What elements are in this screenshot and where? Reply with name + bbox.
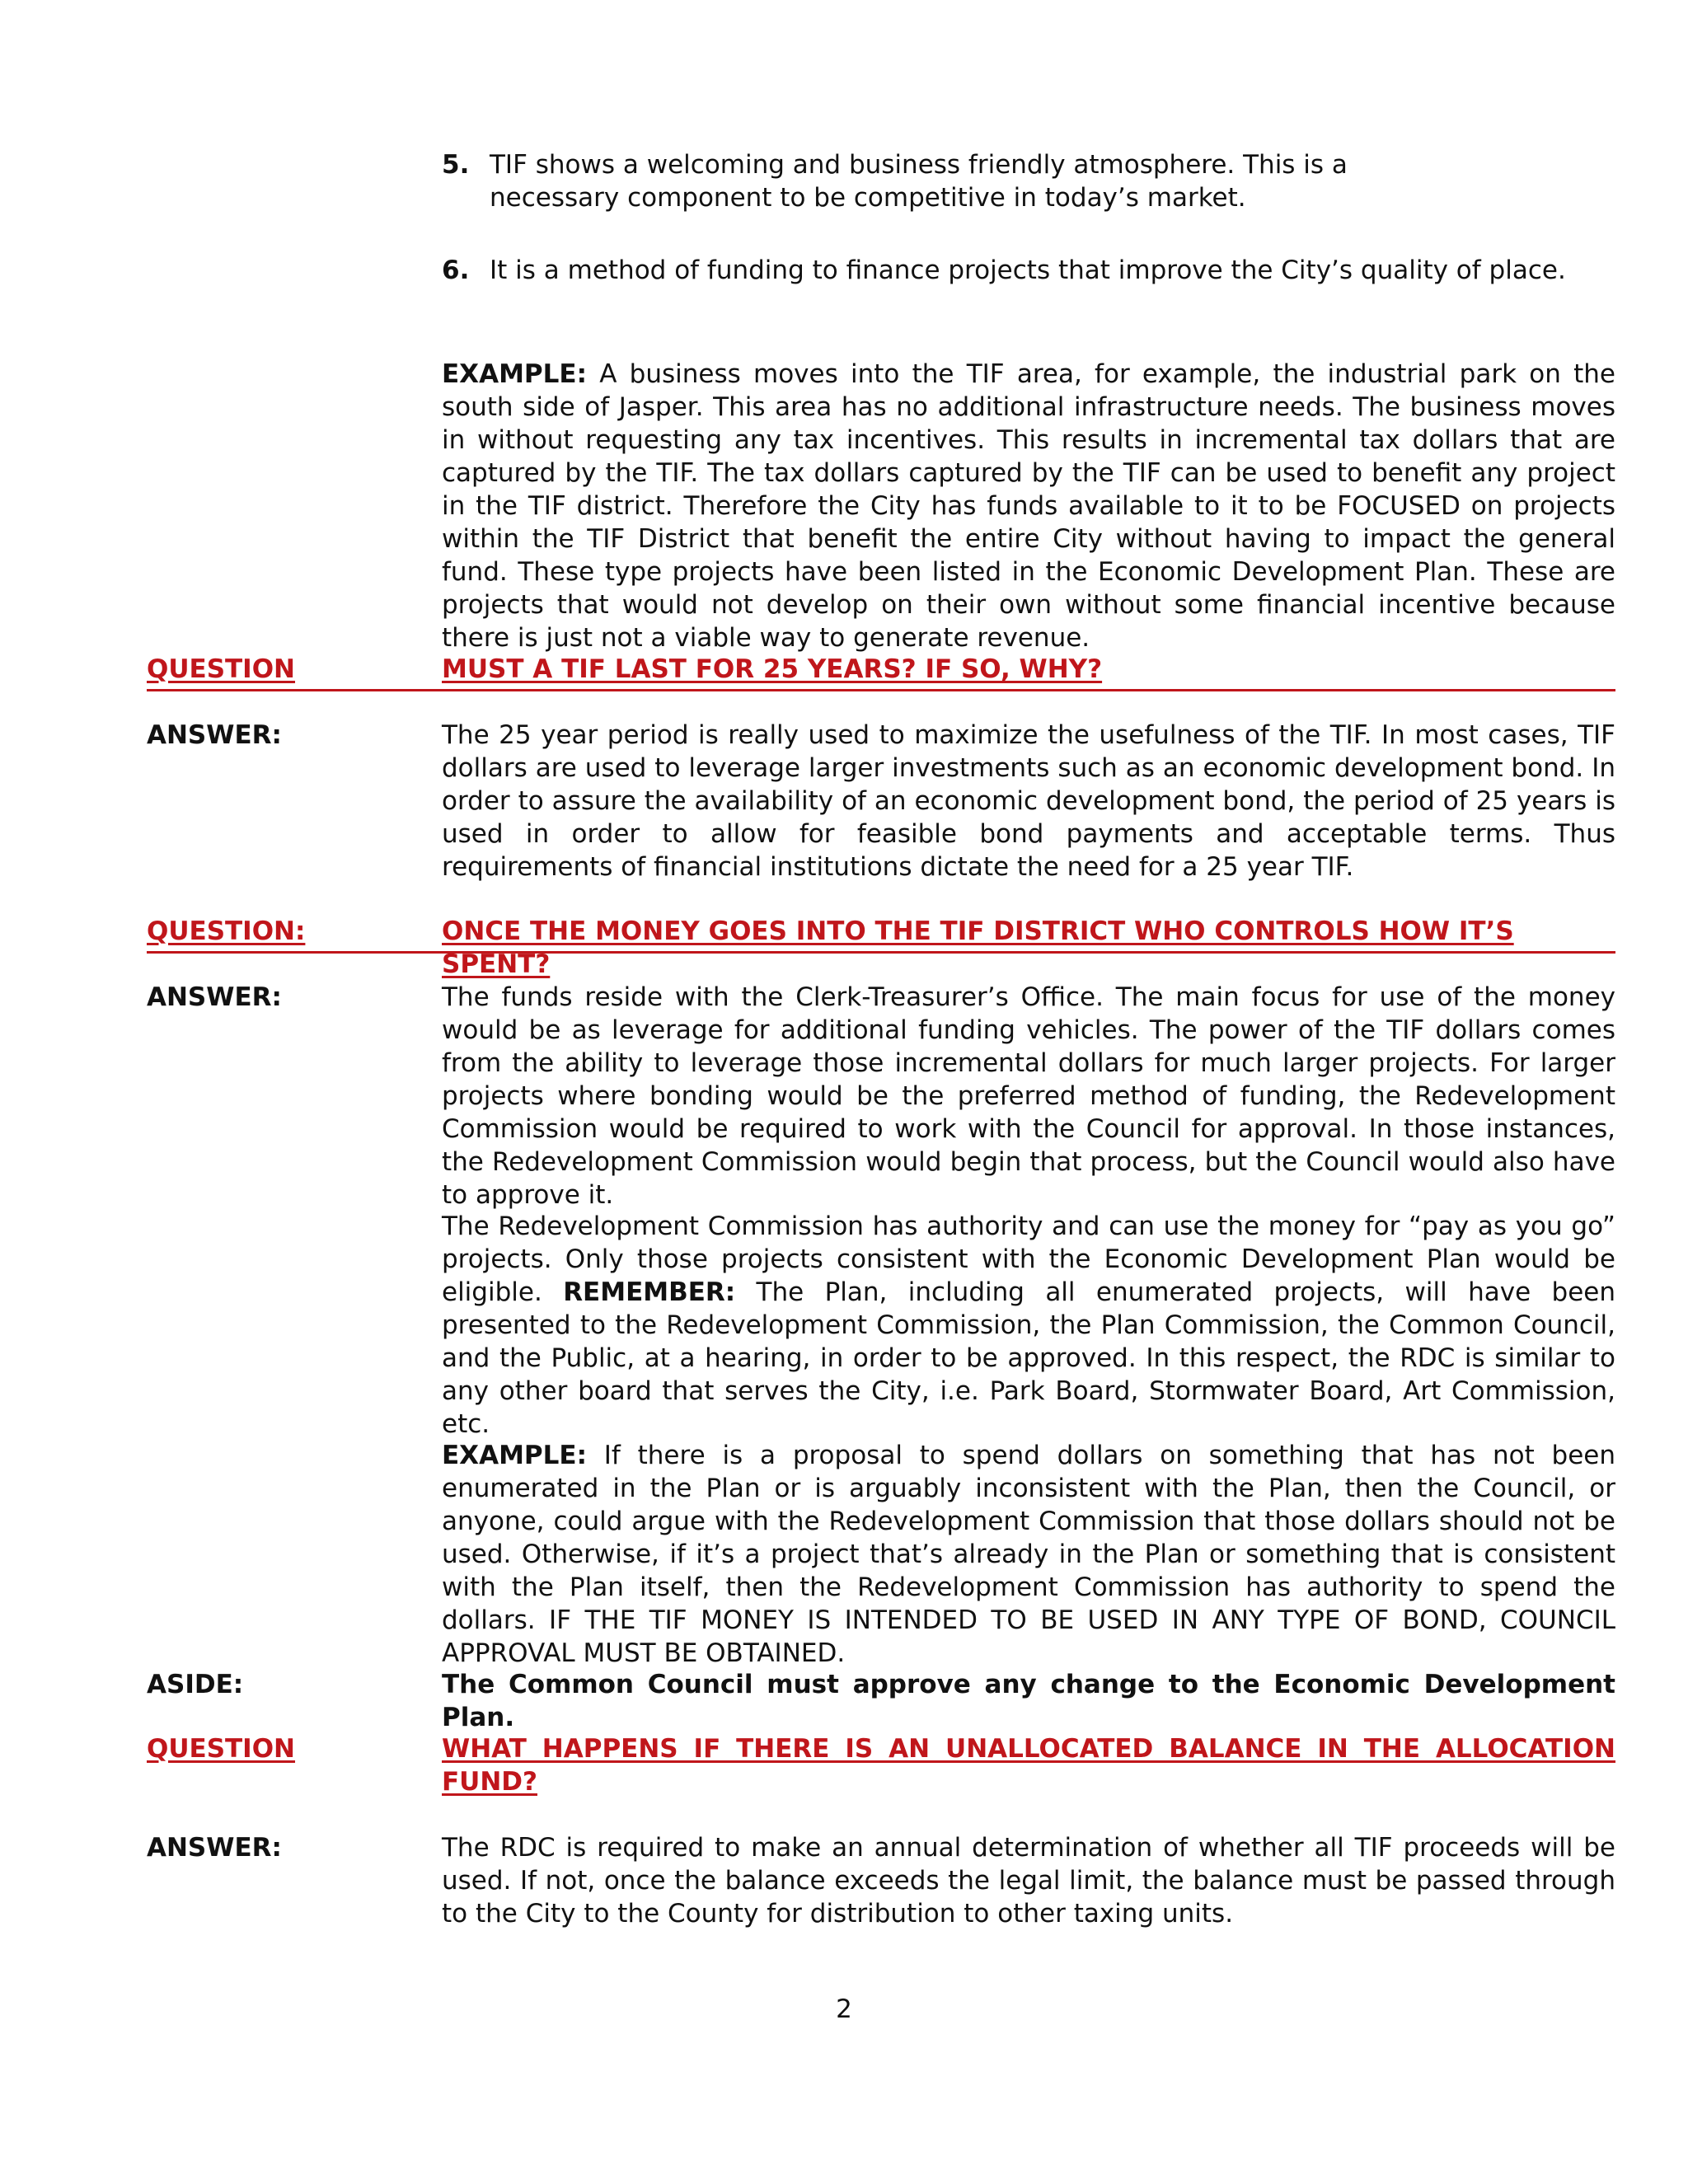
answer-label: ANSWER: xyxy=(147,1833,282,1863)
example-text: A business moves into the TIF area, for example, the industrial park on the south side of Jasper. This area has no additional infrastructure needs. The business moves in without requesting any tax incentives. This results in incremental tax dollars that are captured by the TIF. The tax dollars captured by the TIF can be used to benefit any project in the TIF district. Therefore the City has funds available to it to be FOCUSED on projects within the TIF District that benefit the entire City without having to impact the general fund. These type projects have been listed in the Economic Development Plan. These are projects that would not develop on their own without some financial incentive because there is just not a viable way to generate revenue. xyxy=(442,359,1615,653)
example-paragraph xyxy=(442,358,1615,654)
list-text: TIF shows a welcoming and business friendly atmosphere. This is a necessary component to be competitive in today’s market. xyxy=(490,150,1348,213)
question-row-2 xyxy=(147,915,1615,979)
example-lead: EXAMPLE: xyxy=(442,359,587,389)
answer-text: The 25 year period is really used to maximize the usefulness of the TIF. In most cases, TIF dollars are used to leverage larger investments such as an economic development bond. In order to assure the availability of an economic development bond, the period of 25 years is used in order to allow for feasible bond payments and acceptable terms. Thus requirements of financial institutions dictate the need for a 25 year TIF. xyxy=(442,720,1615,882)
answer-label: ANSWER: xyxy=(147,720,282,750)
aside-label: ASIDE: xyxy=(147,1670,244,1699)
example-paragraph-2 xyxy=(442,1439,1615,1670)
remember-lead: REMEMBER: xyxy=(563,1277,736,1307)
list-item-5 xyxy=(442,148,1615,214)
answer-text-2: The Redevelopment Commission has authority and can use the money for “pay as you go” projects. Only those projects consistent with the Economic Development Plan would be eligible. xyxy=(442,1212,1615,1307)
answer-label: ANSWER: xyxy=(147,982,282,1012)
list-number: 5. xyxy=(442,150,470,180)
aside-text: The Common Council must approve any change to the Economic Development Plan. xyxy=(442,1670,1615,1732)
question-row-1 xyxy=(147,653,1615,691)
example-lead: EXAMPLE: xyxy=(442,1441,587,1470)
list-text: It is a method of funding to finance projects that improve the City’s quality of place. xyxy=(490,255,1566,285)
question-text: MUST A TIF LAST FOR 25 YEARS? IF SO, WHY? xyxy=(442,654,1103,684)
question-label: QUESTION: xyxy=(147,916,306,946)
answer-paragraph-2 xyxy=(442,1210,1615,1441)
list-number: 6. xyxy=(442,255,470,285)
question-text: ONCE THE MONEY GOES INTO THE TIF DISTRICT WHO CONTROLS HOW IT’S SPENT? xyxy=(442,916,1514,979)
page-number: 2 xyxy=(836,1994,852,2024)
question-label: QUESTION xyxy=(147,1734,296,1764)
question-text: WHAT HAPPENS IF THERE IS AN UNALLOCATED BALANCE IN THE ALLOCATION FUND? xyxy=(442,1734,1615,1797)
question-row-3 xyxy=(147,1732,1615,1802)
remember-text: The Plan, including all enumerated projects, will have been presented to the Redevelopment Commission, the Plan Commission, the Common Council, and the Public, at a hearing, in order to be approved. In this respect, the RDC is similar to any other board that serves the City, i.e. Park Board, Stormwater Board, Art Commission, etc. xyxy=(442,1277,1615,1439)
answer-text: The RDC is required to make an annual determination of whether all TIF proceeds will be used. If not, once the balance exceeds the legal limit, the balance must be passed through to the City to the County for distribution to other taxing units. xyxy=(442,1833,1615,1929)
answer-text: The funds reside with the Clerk-Treasurer’s Office. The main focus for use of the money would be as leverage for additional funding vehicles. The power of the TIF dollars comes from the ability to leverage those incremental dollars for much larger projects. For larger projects where bonding would be the preferred method of funding, the Redevelopment Commission would be required to work with the Council for approval. In those instances, the Redevelopment Commission would begin that process, but the Council would also have to approve it. xyxy=(442,982,1615,1210)
example-text: If there is a proposal to spend dollars on something that has not been enumerated in the Plan or is arguably inconsistent with the Plan, then the Council, or anyone, could argue with the Redevelopment Commission that those dollars should not be used. Otherwise, if it’s a project that’s already in the Plan or something that is consistent with the Plan itself, then the Redevelopment Commission has authority to spend the dollars. IF THE TIF MONEY IS INTENDED TO BE USED IN ANY TYPE OF BOND, COUNCIL APPROVAL MUST BE OBTAINED. xyxy=(442,1441,1615,1668)
question-label: QUESTION xyxy=(147,654,296,684)
list-item-6 xyxy=(442,254,1615,287)
